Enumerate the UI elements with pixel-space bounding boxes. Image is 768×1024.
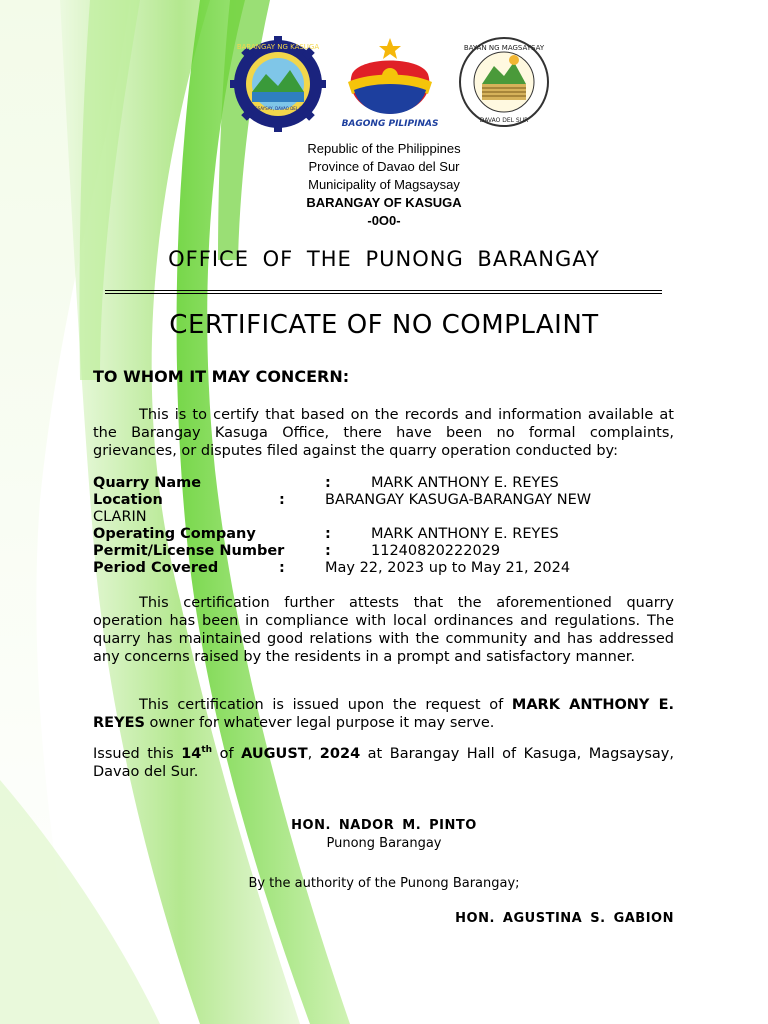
header-barangay: BARANGAY OF KASUGA — [306, 195, 462, 210]
second-signatory-name: HON. AGUSTINA S. GABION — [455, 911, 674, 926]
requester-name: MARK ANTHONY E. REYES — [93, 697, 674, 731]
period-value: May 22, 2023 up to May 21, 2024 — [325, 560, 571, 576]
header-ornament: -0O0- — [367, 213, 401, 228]
bagong-pilipinas-label: BAGONG PILIPINAS — [341, 119, 439, 129]
brgy-ring-text: BARANGAY NG KASUGA — [236, 43, 320, 51]
header-municipality: Municipality of Magsaysay — [308, 177, 460, 192]
issued-day: 14 — [181, 745, 202, 762]
issued-paragraph — [93, 741, 674, 781]
barangay-seal-icon — [230, 36, 326, 132]
location-value-cont: CLARIN — [93, 509, 147, 525]
issued-month: AUGUST — [241, 745, 308, 762]
colon: : — [279, 492, 285, 508]
issued-post: at Barangay Hall of Kasuga, Magsaysay, Davao del Sur. — [93, 745, 674, 780]
location-label: Location — [93, 492, 163, 508]
permit-label: Permit/License Number — [93, 543, 285, 559]
compliance-paragraph: This certification further attests that the aforementioned quarry operation has been in compliance with local ordinances and regulations. The quarry has maintained good relations with the community and has addressed any concerns raised by the residents in a prompt and satisfactory manner. — [93, 595, 674, 665]
issued-comma: , — [307, 745, 320, 762]
bagong-pilipinas-logo-icon — [340, 34, 440, 130]
divider-line-bottom — [105, 293, 662, 294]
office-heading: OFFICE OF THE PUNONG BARANGAY — [168, 247, 600, 271]
mun-bottom-text: DAVAO DEL SUR — [479, 117, 529, 124]
certificate-title: CERTIFICATE OF NO COMPLAINT — [169, 310, 599, 340]
header-province: Province of Davao del Sur — [308, 159, 460, 174]
intro-paragraph: This is to certify that based on the records and information available at the Barangay Kasuga Office, there have been no formal complaints, grievances, or disputes filed against the quarry operation conducted by: — [93, 407, 674, 459]
period-label: Period Covered — [93, 560, 219, 576]
issued-day-suffix: th — [201, 745, 213, 755]
brgy-inner-text: MAGSAYSAY, DAVAO DEL SUR — [248, 106, 308, 111]
company-label: Operating Company — [93, 526, 256, 542]
request-paragraph — [93, 696, 674, 732]
request-pre: This certification is issued upon the request of — [139, 697, 512, 713]
issued-pre: Issued this — [93, 745, 182, 762]
header-republic: Republic of the Philippines — [307, 141, 461, 156]
divider-line-top — [105, 290, 662, 291]
request-post: owner for whatever legal purpose it may serve. — [144, 715, 495, 731]
colon: : — [325, 526, 331, 542]
logo-row — [0, 36, 768, 136]
location-value: BARANGAY KASUGA-BARANGAY NEW — [325, 492, 592, 508]
issued-year: 2024 — [319, 745, 361, 762]
permit-value: 11240820222029 — [371, 543, 501, 559]
salutation: TO WHOM IT MAY CONCERN: — [93, 367, 350, 386]
signatory-name: HON. NADOR M. PINTO — [291, 818, 477, 833]
colon: : — [325, 543, 331, 559]
colon: : — [279, 560, 285, 576]
issued-of: of — [212, 745, 242, 762]
municipal-seal-icon — [458, 36, 550, 128]
quarry-name-value: MARK ANTHONY E. REYES — [371, 475, 559, 491]
signatory-title: Punong Barangay — [326, 836, 442, 851]
authority-line: By the authority of the Punong Barangay; — [248, 876, 520, 891]
company-value: MARK ANTHONY E. REYES — [371, 526, 559, 542]
mun-ring-text: BAYAN NG MAGSAYSAY — [463, 44, 545, 52]
colon: : — [325, 475, 331, 491]
quarry-name-label: Quarry Name — [93, 475, 202, 491]
letterhead — [0, 140, 768, 230]
